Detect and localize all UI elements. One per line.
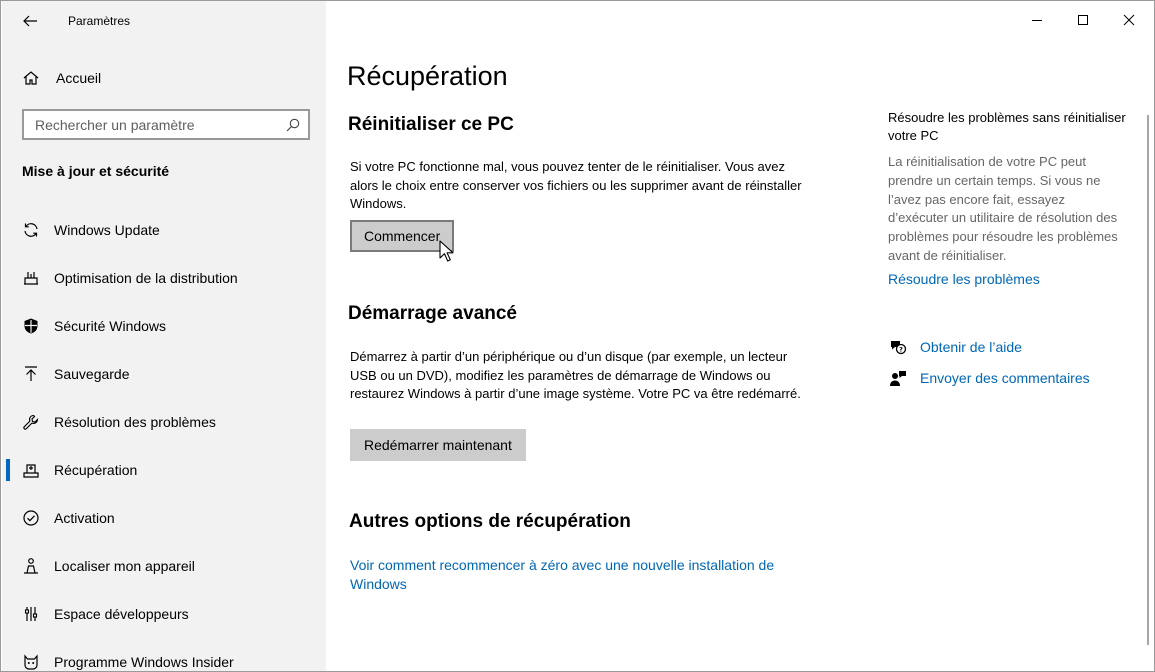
start-reset-button[interactable]: Commencer [350, 220, 454, 252]
home-label: Accueil [56, 70, 102, 86]
sidebar-item-windows-insider[interactable] [2, 638, 326, 672]
person-pin-icon [22, 557, 40, 575]
sidebar-item-label: Sécurité Windows [54, 318, 167, 334]
svg-text:?: ? [899, 345, 903, 354]
feedback-person-icon [888, 368, 908, 388]
sidebar-item-label: Localiser mon appareil [54, 558, 195, 574]
reset-heading: Réinitialiser ce PC [348, 114, 514, 135]
search-input[interactable] [35, 117, 286, 133]
sidebar-item-label: Activation [54, 510, 115, 526]
sidebar-item-activation[interactable] [2, 494, 326, 542]
sync-icon [22, 221, 40, 239]
related-title: Résoudre les problèmes sans réinitialiser votre PC [888, 110, 1126, 143]
sidebar [2, 1, 326, 672]
send-feedback-label: Envoyer des commentaires [920, 370, 1090, 386]
help-chat-icon [888, 337, 908, 357]
search-box[interactable] [22, 109, 310, 140]
sidebar-item-recovery[interactable] [2, 446, 326, 494]
fresh-install-link[interactable]: Voir comment recommencer à zéro avec une nouvelle installation de Windows [350, 557, 775, 592]
close-button[interactable] [1106, 3, 1152, 37]
get-help-label: Obtenir de l’aide [920, 339, 1022, 355]
delivery-icon [22, 269, 40, 287]
sidebar-item-label: Sauvegarde [54, 366, 130, 382]
sidebar-item-label: Programme Windows Insider [54, 654, 234, 670]
other-options-heading: Autres options de récupération [349, 511, 631, 532]
home-icon [22, 69, 40, 87]
sidebar-item-windows-security[interactable] [2, 302, 326, 350]
mouse-cursor-icon [439, 240, 455, 264]
close-icon [1123, 14, 1135, 26]
sidebar-item-troubleshoot[interactable] [2, 398, 326, 446]
scrollbar[interactable] [1147, 115, 1149, 645]
app-title: Paramètres [68, 14, 131, 28]
advanced-startup-heading: Démarrage avancé [348, 303, 517, 324]
back-button[interactable] [14, 7, 46, 35]
sidebar-item-find-my-device[interactable] [2, 542, 326, 590]
sidebar-item-windows-update[interactable] [2, 206, 326, 254]
developer-icon [22, 605, 40, 623]
backup-arrow-icon [22, 365, 40, 383]
sidebar-item-label: Récupération [54, 462, 138, 478]
back-arrow-icon [22, 13, 38, 29]
sidebar-nav [2, 206, 326, 672]
sidebar-item-label: Résolution des problèmes [54, 414, 216, 430]
check-circle-icon [22, 509, 40, 527]
get-help-link[interactable] [888, 337, 1022, 357]
related-description: La réinitialisation de votre PC peut prendre un certain temps. Si vous ne l’avez pas encore fait, essayez d’exécuter un utilitaire de résolution des problèmes pour résoudre les problèmes avant de réinitialiser. [888, 154, 1118, 263]
reset-description: Si votre PC fonctionne mal, vous pouvez tenter de le réinitialiser. Vous avez alors le choix entre conserver vos fichiers ou les supprimer avant de réinstaller Windows. [350, 159, 802, 212]
sidebar-item-delivery-optimization[interactable] [2, 254, 326, 302]
send-feedback-link[interactable] [888, 368, 1090, 388]
home-link[interactable] [22, 67, 101, 89]
search-icon [286, 118, 300, 132]
minimize-icon [1031, 14, 1043, 26]
recovery-icon [22, 461, 40, 479]
sidebar-item-for-developers[interactable] [2, 590, 326, 638]
page-title: Récupération [347, 61, 508, 91]
section-heading: Mise à jour et sécurité [22, 163, 170, 179]
minimize-button[interactable] [1014, 3, 1060, 37]
advanced-startup-description: Démarrez à partir d’un périphérique ou d’un disque (par exemple, un lecteur USB ou un DVD), modifiez les paramètres de démarrage de Windows ou restaurez Windows à partir d’une image système. Votre PC va être redémarré. [350, 349, 801, 402]
maximize-icon [1077, 14, 1089, 26]
insider-cat-icon [22, 653, 40, 671]
wrench-icon [22, 413, 40, 431]
troubleshoot-link[interactable]: Résoudre les problèmes [888, 271, 1040, 287]
sidebar-item-backup[interactable] [2, 350, 326, 398]
sidebar-item-label: Windows Update [54, 222, 160, 238]
sidebar-item-label: Espace développeurs [54, 606, 189, 622]
maximize-button[interactable] [1060, 3, 1106, 37]
restart-now-button[interactable]: Redémarrer maintenant [350, 429, 526, 461]
shield-icon [22, 317, 40, 335]
sidebar-item-label: Optimisation de la distribution [54, 270, 238, 286]
